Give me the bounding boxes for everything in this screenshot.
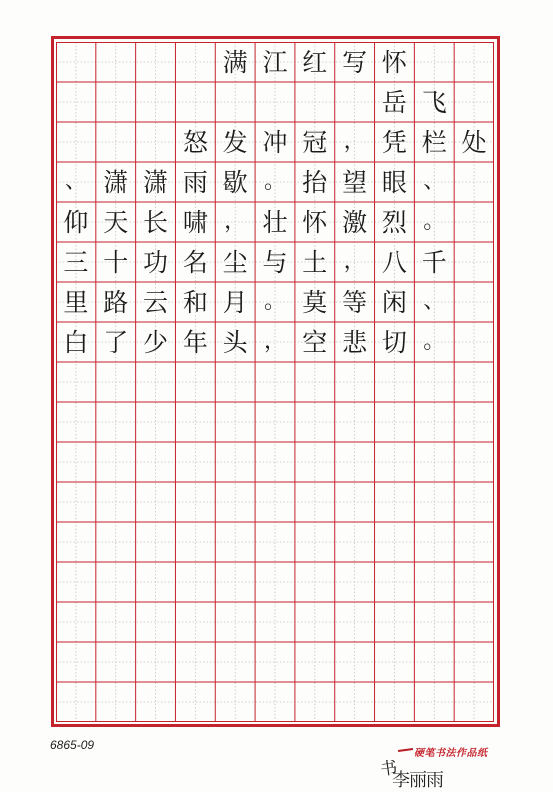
punctuation-char: 、 <box>423 169 446 194</box>
calligraphy-char: 满 <box>222 47 248 77</box>
calligraphy-char: 怀 <box>302 207 328 237</box>
calligraphy-char: 冠 <box>302 127 328 157</box>
calligraphy-char: 红 <box>302 47 328 77</box>
calligraphy-char: 眼 <box>381 167 407 197</box>
punctuation-char: ， <box>343 249 366 274</box>
calligraphy-char: 抬 <box>302 167 328 197</box>
calligraphy-char: 名 <box>182 247 208 277</box>
calligraphy-char: 栏 <box>421 127 447 157</box>
calligraphy-char: 潇 <box>143 167 169 197</box>
calligraphy-char: 处 <box>461 127 487 157</box>
calligraphy-char: 激 <box>342 207 368 237</box>
punctuation-char: ， <box>224 209 247 234</box>
calligraphy-char: 歇 <box>222 167 248 197</box>
punctuation-char: ， <box>343 129 366 154</box>
paper-brand: 硬笔书法作品纸 <box>414 748 488 759</box>
calligraphy-char: 头 <box>222 327 248 357</box>
calligraphy-char: 岳 <box>381 87 407 117</box>
punctuation-char: ， <box>263 329 286 354</box>
calligraphy-char: 路 <box>103 287 129 317</box>
calligraphy-char: 怒 <box>182 127 208 157</box>
calligraphy-char: 空 <box>302 327 328 357</box>
calligraphy-char: 和 <box>182 287 208 317</box>
punctuation-char: 。 <box>423 209 446 234</box>
calligraphy-char: 切 <box>381 327 407 357</box>
calligraphy-char: 尘 <box>222 247 248 277</box>
calligraphy-char: 望 <box>342 167 368 197</box>
calligraphy-char: 壮 <box>262 207 288 237</box>
calligraphy-char: 悲 <box>342 327 368 357</box>
calligraphy-char: 等 <box>342 287 368 317</box>
calligraphy-char: 烈 <box>381 207 407 237</box>
calligraphy-char: 莫 <box>302 287 328 317</box>
calligraphy-char: 雨 <box>182 167 208 197</box>
calligraphy-char: 功 <box>143 247 169 277</box>
punctuation-char: 、 <box>423 289 446 314</box>
calligraphy-char: 凭 <box>381 127 407 157</box>
calligraphy-char: 飞 <box>421 87 447 117</box>
calligraphy-char: 白 <box>63 327 89 357</box>
punctuation-char: 。 <box>263 169 286 194</box>
calligraphy-char: 八 <box>381 247 407 277</box>
calligraphy-char: 怀 <box>381 47 407 77</box>
calligraphy-char: 江 <box>262 47 288 77</box>
calligraphy-char: 冲 <box>262 127 288 157</box>
calligraphy-char: 发 <box>222 127 248 157</box>
calligraphy-char: 长 <box>143 207 169 237</box>
calligraphy-char: 了 <box>103 327 129 357</box>
calligraphy-char: 闲 <box>381 287 407 317</box>
calligraphy-char: 千 <box>421 247 447 277</box>
calligraphy-char: 啸 <box>182 207 208 237</box>
calligraphy-char: 仰 <box>63 207 89 237</box>
calligraphy-char: 与 <box>262 247 288 277</box>
calligraphy-char: 天 <box>103 207 129 237</box>
calligraphy-char: 月 <box>222 287 248 317</box>
calligraphy-char: 少 <box>143 327 169 357</box>
signature-name: 李丽雨 <box>392 770 443 791</box>
calligraphy-char: 土 <box>302 247 328 277</box>
calligraphy-char: 写 <box>342 47 368 77</box>
calligraphy-char: 三 <box>63 247 89 277</box>
calligraphy-char: 里 <box>63 287 89 317</box>
calligraphy-char: 潇 <box>103 167 129 197</box>
brand-dash <box>398 748 413 752</box>
punctuation-char: 。 <box>263 289 286 314</box>
document-code: 6865-09 <box>50 738 95 752</box>
punctuation-char: 。 <box>423 329 446 354</box>
calligraphy-char: 年 <box>182 327 208 357</box>
calligraphy-char: 十 <box>103 247 129 277</box>
punctuation-char: 、 <box>64 169 87 194</box>
signature-line1: 书 <box>379 757 399 781</box>
calligraphy-char: 云 <box>143 287 169 317</box>
